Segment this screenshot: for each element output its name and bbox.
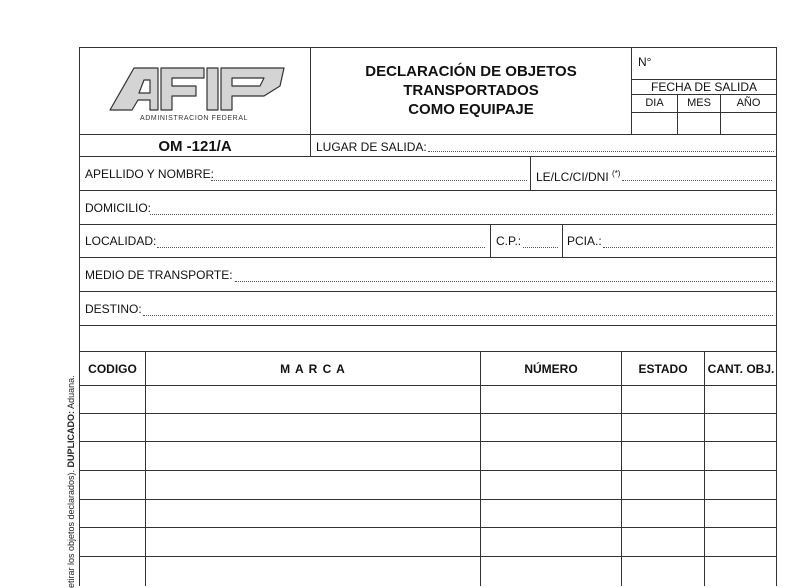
- domicilio-label: DOMICILIO:: [85, 201, 152, 215]
- apellido-label: APELLIDO Y NOMBRE:: [85, 167, 214, 181]
- localidad-label: LOCALIDAD:: [85, 234, 157, 248]
- documento-label-text: LE/LC/CI/DNI: [536, 170, 609, 184]
- col-codigo-header: CODIGO: [88, 362, 137, 376]
- title-line-1: DECLARACIÓN DE OBJETOS: [365, 63, 577, 80]
- side-note: [66, 375, 76, 588]
- lugar-salida-label: LUGAR DE SALIDA:: [316, 140, 427, 154]
- pcia-label: PCIA.:: [567, 234, 602, 248]
- mes-field[interactable]: [678, 113, 720, 133]
- form-code: OM -121/A: [158, 138, 232, 155]
- side-note-duplicado: DUPLICADO:: [66, 410, 76, 468]
- title-line-2: TRANSPORTADOS: [403, 82, 539, 99]
- medio-transporte-label: MEDIO DE TRANSPORTE:: [85, 268, 233, 282]
- destino-label: DESTINO:: [85, 302, 142, 316]
- table-row[interactable]: [80, 557, 776, 586]
- cp-field[interactable]: [523, 247, 558, 248]
- cp-label: C.P.:: [496, 234, 522, 248]
- side-note-suffix: Aduana.: [66, 375, 76, 411]
- title-line-3: COMO EQUIPAJE: [408, 101, 534, 118]
- anio-label: AÑO: [736, 97, 761, 109]
- table-row[interactable]: [80, 414, 776, 441]
- fecha-salida-label: FECHA DE SALIDA: [650, 80, 758, 94]
- table-row[interactable]: [80, 442, 776, 470]
- lugar-salida-field[interactable]: [428, 151, 774, 152]
- table-row[interactable]: [80, 500, 776, 527]
- col-estado-header: ESTADO: [638, 362, 688, 376]
- dia-label: DIA: [645, 97, 664, 109]
- numero-field[interactable]: [660, 50, 774, 76]
- documento-label: [536, 167, 620, 184]
- medio-transporte-field[interactable]: [235, 281, 773, 282]
- logo-subtitle: ADMINISTRACION FEDERAL: [140, 115, 249, 122]
- anio-field[interactable]: [721, 113, 776, 133]
- table-row[interactable]: [80, 528, 776, 556]
- dia-field[interactable]: [632, 113, 677, 133]
- side-note-prefix: etirar los objetos declarados).: [66, 467, 76, 588]
- destino-field[interactable]: [143, 315, 773, 316]
- table-row[interactable]: [80, 471, 776, 499]
- documento-field[interactable]: [622, 180, 772, 181]
- domicilio-field[interactable]: [150, 214, 773, 215]
- col-numero-header: NÚMERO: [524, 362, 578, 376]
- apellido-field[interactable]: [211, 180, 527, 181]
- form-title: [312, 62, 630, 119]
- col-marca-header: M A R C A: [280, 362, 346, 376]
- table-row[interactable]: [80, 386, 776, 413]
- col-cant-obj-header: CANT. OBJ.: [707, 362, 775, 376]
- afip-logo-mark: [108, 66, 288, 112]
- documento-note: (*): [612, 169, 621, 178]
- numero-label: N°: [638, 55, 652, 69]
- localidad-field[interactable]: [157, 247, 485, 248]
- pcia-field[interactable]: [603, 247, 773, 248]
- mes-label: MES: [687, 97, 711, 109]
